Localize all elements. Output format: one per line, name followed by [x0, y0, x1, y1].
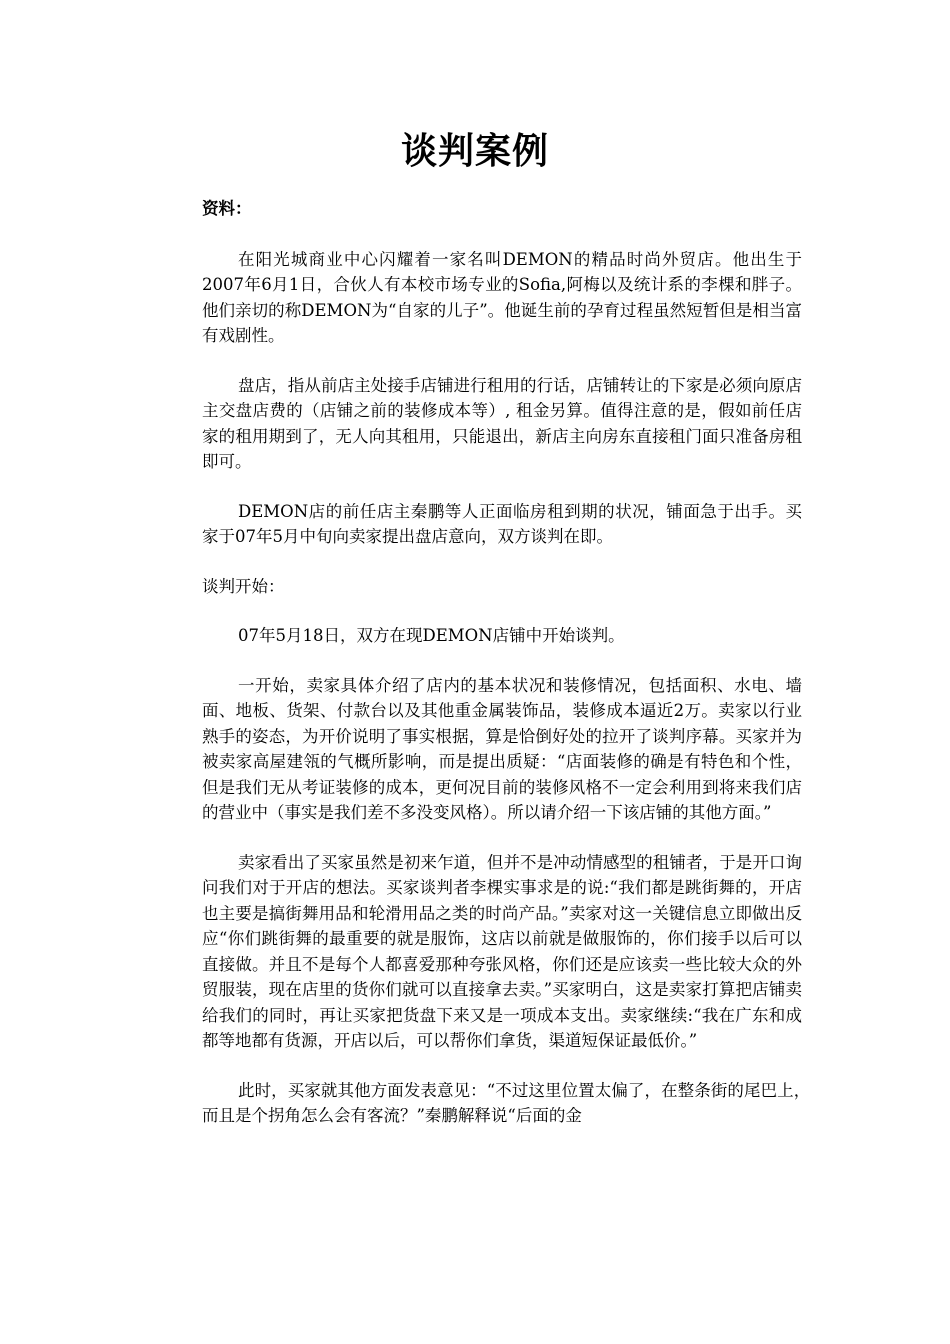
- paragraph: 07年5月18日，双方在现DEMON店铺中开始谈判。: [238, 626, 625, 645]
- paragraph: DEMON店的前任店主秦鹏等人正面临房租到期的状况，铺面急于出手。买家于07年5月中旬向卖家提出盘店意向，双方谈判在即。: [202, 501, 802, 546]
- paragraph: 卖家看出了买家虽然是初来乍道，但并不是冲动情感型的租铺者，于是开口询问我们对于开店的想法。买家谈判者李棵实事求是的说:“我们都是跳街舞的，开店也主要是搞街舞用品和轮滑用品之类的时尚产品。”卖家对这一关键信息立即做出反应“你们跳街舞的最重要的就是服饰，这店以前就是做服饰的，你们接手以后可以直接做。并且不是每个人都喜爱那种夸张风格，你们还是应该卖一些比较大众的外贸服装，现在店里的货你们就可以直接拿去卖。”买家明白，这是卖家打算把店铺卖给我们的同时，再让买家把货盘下来又是一项成本支出。卖家继续:“我在广东和成都等地都有货源，开店以后，可以帮你们拿货，渠道短保证最低价。”: [202, 852, 802, 1050]
- paragraph: 在阳光城商业中心闪耀着一家名叫DEMON的精品时尚外贸店。他出生于2007年6月1日，合伙人有本校市场专业的Sofia,阿梅以及统计系的李棵和胖子。他们亲切的称DEMON为“自家的儿子”。他诞生前的孕育过程虽然短暂但是相当富有戏剧性。: [202, 249, 802, 345]
- paragraph: 此时，买家就其他方面发表意见：“不过这里位置太偏了，在整条街的尾巴上， 而且是个拐角怎么会有客流？”秦鹏解释说“后面的金: [202, 1080, 835, 1125]
- paragraph: 盘店，指从前店主处接手店铺进行租用的行话，店铺转让的下家是必须向原店主交盘店费的（店铺之前的装修成本等）, 租金另算。值得注意的是，假如前任店家的租用期到了，无人向其租用，只能退出，新店主向房东直接租门面只准备房租即可。: [202, 375, 802, 471]
- document-title: 谈判案例: [400, 130, 549, 172]
- document-body: [202, 196, 835, 1153]
- paragraph: 一开始，卖家具体介绍了店内的基本状况和装修情况，包括面积、水电、墙面、地板、货架、付款台以及其他重金属装饰品，装修成本逼近2万。卖家以行业熟手的姿态，为开价说明了事实根据，算是恰倒好处的拉开了谈判序幕。买家并为被卖家高屋建瓴的气概所影响，而是提出质疑：“店面装修的确是有特色和个性，但是我们无从考证装修的成本，更何况目前的装修风格不一定会利用到将来我们店的营业中（事实是我们差不多没变风格）。所以请介绍一下该店铺的其他方面。”: [202, 675, 802, 822]
- section-label: 资料：: [202, 199, 252, 218]
- subheading: 谈判开始：: [202, 576, 285, 596]
